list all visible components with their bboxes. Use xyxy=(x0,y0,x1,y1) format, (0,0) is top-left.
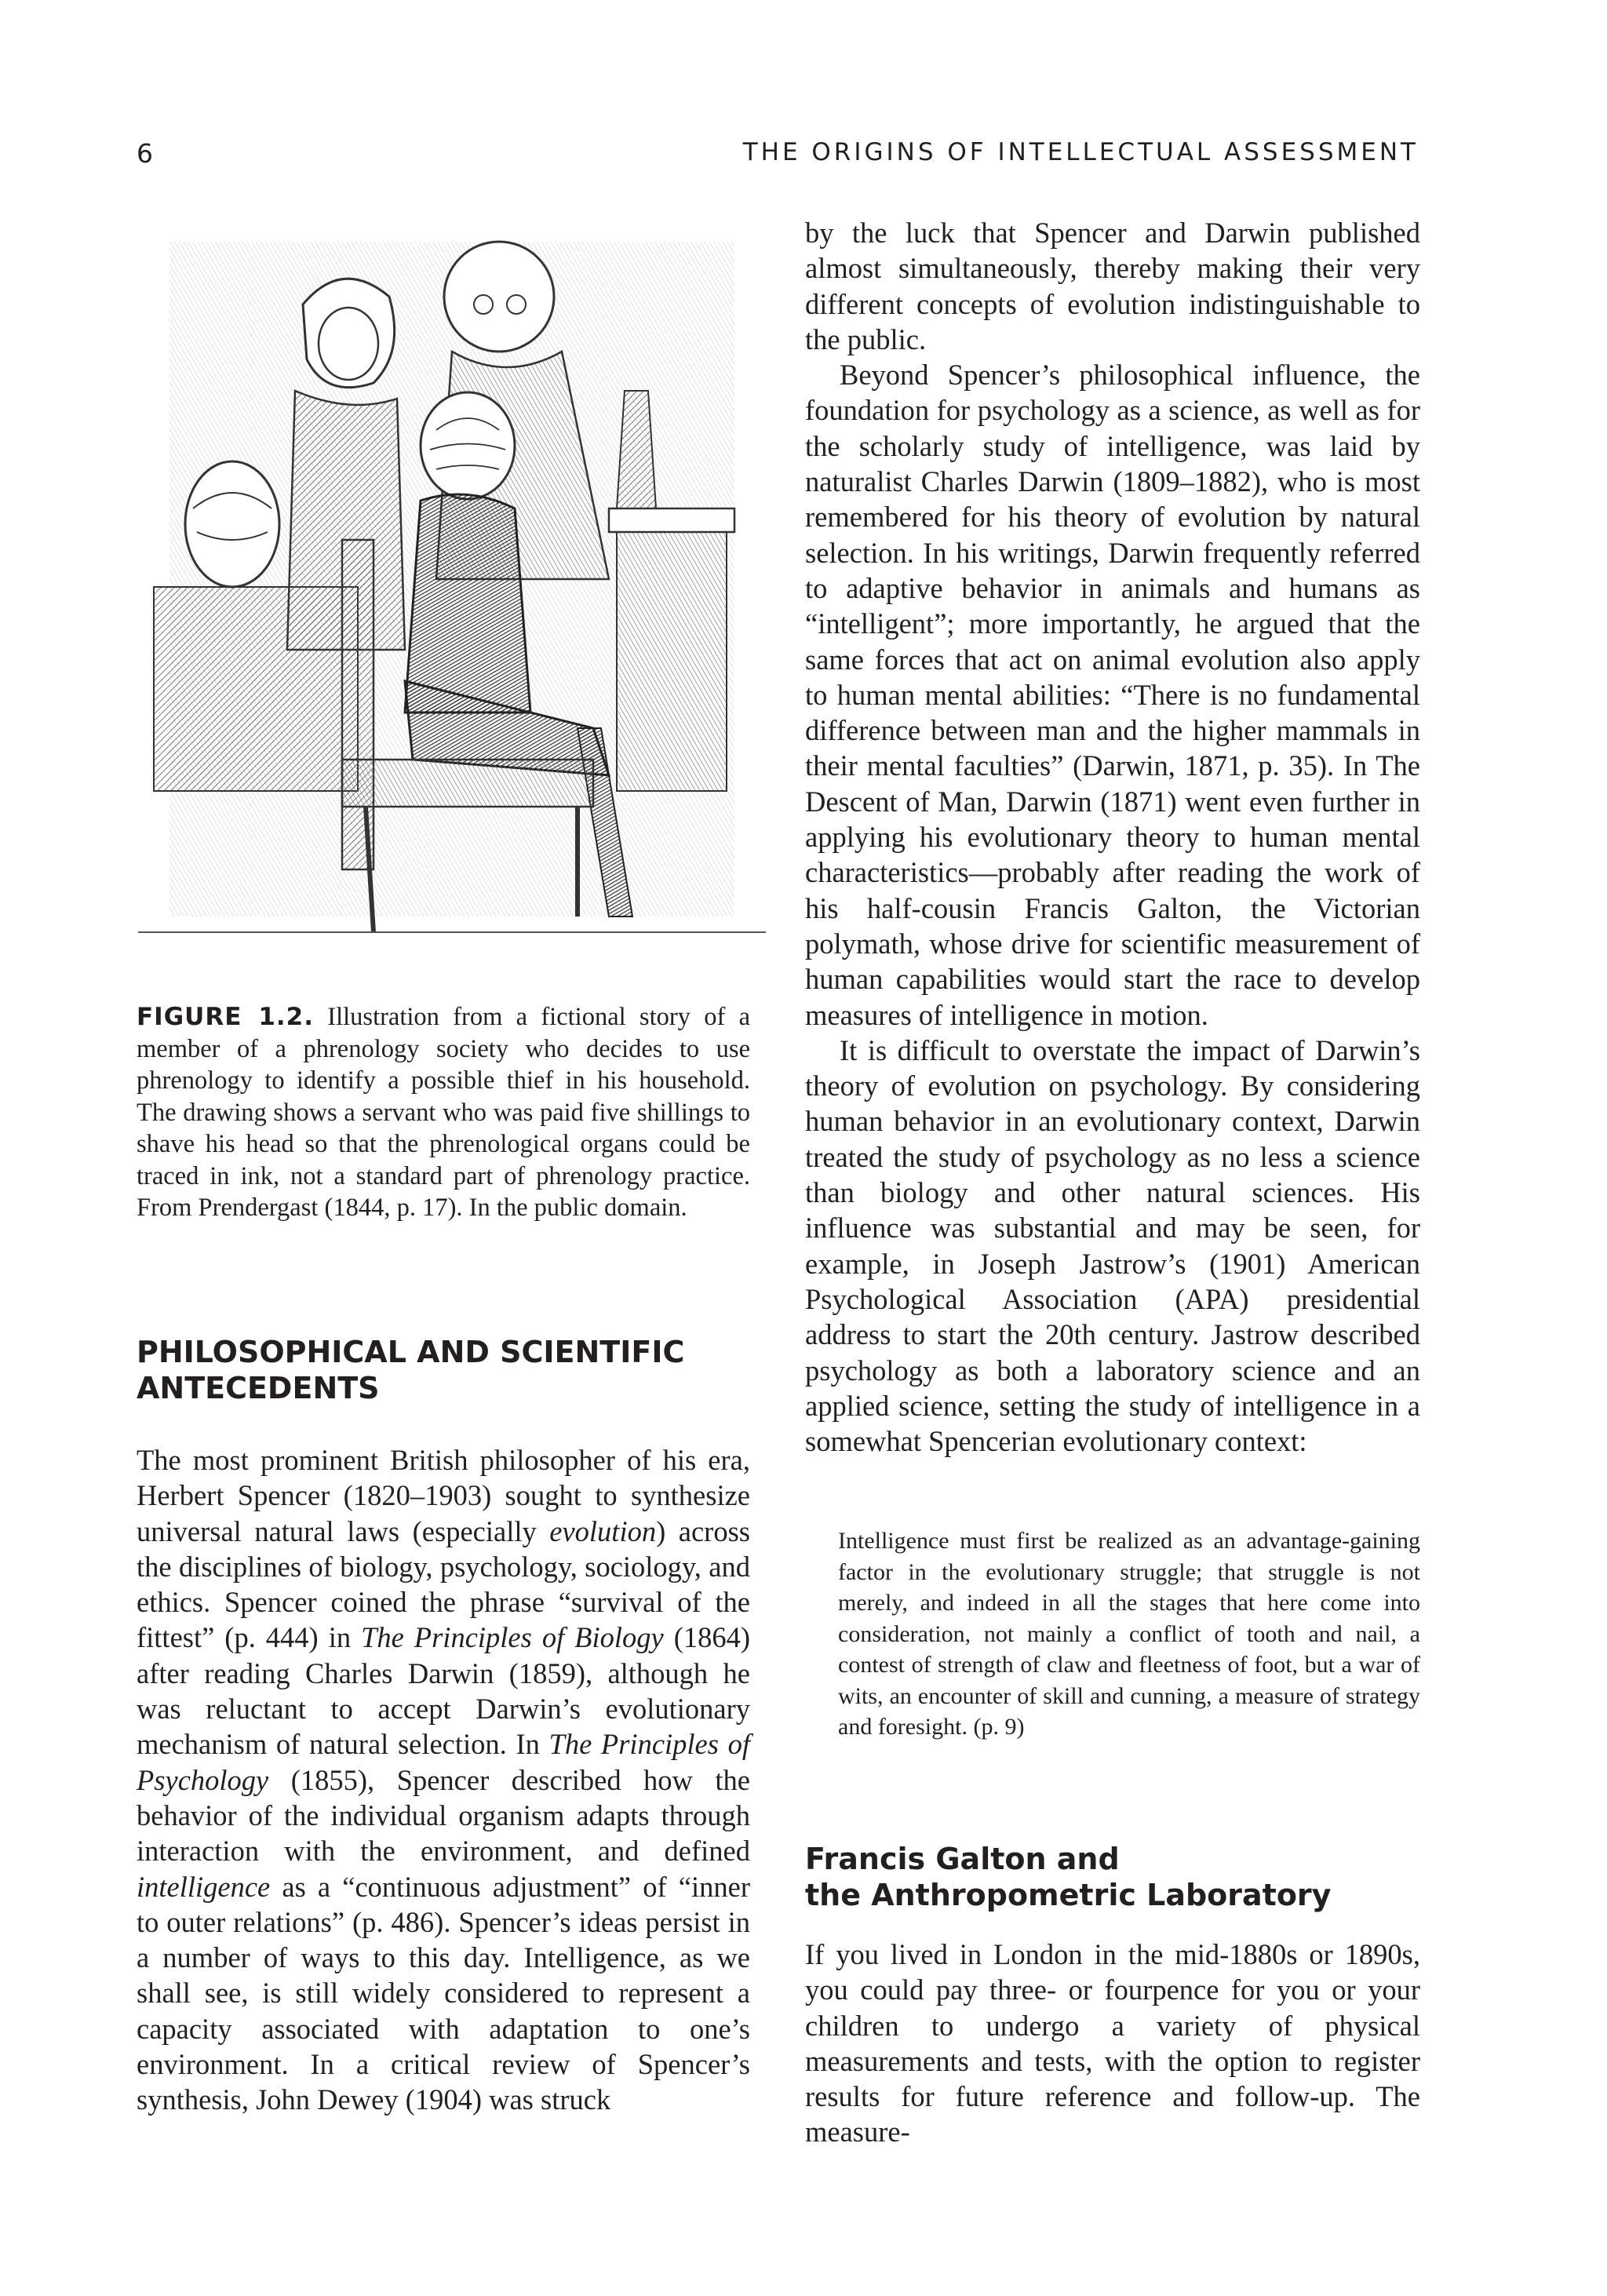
running-head: THE ORIGINS OF INTELLECTUAL ASSESSMENT xyxy=(742,138,1419,166)
paragraph-impact: It is difficult to overstate the impact of Darwin’s theory of evolution on psychology. By considering human behavior in an evolutionary context, Darwin treated the study of psychology as no less a science than biology and other natural sciences. His influence was substantial and may be seen, for example, in Joseph Jastrow’s (1901) American Psychological Association (APA) presidential address to start the 20th century. Jastrow described psychology as both a laboratory science and an applied science, setting the study of intelligence in a somewhat Spencerian evolutionary context: xyxy=(805,1033,1420,1458)
figure-caption xyxy=(137,1001,750,1224)
paragraph-spencer: The most prominent British philosopher of his era, Herbert Spencer (1820–1903) sought to synthesize universal natural laws (especially evolution) across the disciplines of biology, psychology, sociology, and ethics. Spencer coined the phrase “survival of the fittest” (p. 444) in The Principles of Biology (1864) after reading Charles Darwin (1859), although he was reluctant to accept Darwin’s evolutionary mechanism of natural selection. In The Principles of Psychology (1855), Spencer described how the behavior of the individual organism adapts through interaction with the environment, and defined intelligence as a “continuous adjustment” of “inner to outer relations” (p. 486). Spencer’s ideas persist in a number of ways to this day. Intelligence, as we shall see, is still widely considered to represent a capacity associated with adaptation to one’s environment. In a critical review of Spencer’s synthesis, John Dewey (1904) was struck xyxy=(137,1444,751,2116)
subsection-heading-line-1: Francis Galton and xyxy=(805,1842,1120,1876)
figure-label: FIGURE 1.2. xyxy=(137,1003,315,1031)
galton-text xyxy=(805,1937,1420,2150)
phrenology-illustration xyxy=(138,210,766,960)
block-quote-text: Intelligence must first be realized as an advantage-gaining factor in the evolutionary struggle; that struggle is not merely, and indeed in all the stages that here come into consideration, not mainly a conflict of tooth and nail, a contest of strength of claw and fleetness of foot, but a war of wits, an encounter of skill and cunning, a measure of strategy and foresight. (p. 9) xyxy=(838,1528,1420,1740)
figure-caption-text: Illustration from a fictional story of a member of a phrenology society who decides to use phrenology to identify a possible thief in his household. The drawing shows a servant who was paid five shillings to shave his head so that the phrenological organs could be traced in ink, not a standard part of phrenology practice. From Prendergast (1844, p. 17). In the public domain. xyxy=(137,1003,750,1222)
paragraph-galton: If you lived in London in the mid-1880s or 1890s, you could pay three- or fourpence for you or your children to undergo a variety of physical measurements and tests, with the option to register results for future reference and follow-up. The measure- xyxy=(805,1938,1420,2148)
paragraph-darwin: Beyond Spencer’s philosophical influence, the foundation for psychology as a science, as well as for the scholarly study of intelligence, was laid by naturalist Charles Darwin (1809–1882), who is most remembered for his theory of evolution by natural selection. In his writings, Darwin frequently referred to adaptive behavior in animals and humans as “intelligent”; more importantly, he argued that the same forces that act on animal evolution also apply to human mental abilities: “There is no fundamental difference between man and the higher mammals in their mental faculties” (Darwin, 1871, p. 35). In The Descent of Man, Darwin (1871) went even further in applying his evolutionary theory to human mental characteristics—probably after reading the work of his half-cousin Francis Galton, the Victorian polymath, whose drive for scientific measurement of human capabilities would start the race to develop measures of intelligence in motion. xyxy=(805,359,1420,1031)
page-number: 6 xyxy=(137,138,153,169)
subsection-heading xyxy=(805,1841,1420,1913)
right-column-text xyxy=(805,215,1420,1459)
block-quote xyxy=(838,1525,1420,1743)
subsection-heading-line-2: the Anthropometric Laboratory xyxy=(805,1878,1332,1912)
paragraph-continuation: by the luck that Spencer and Darwin published almost simultaneously, thereby making their very different concepts of evolution indistinguishable to the public. xyxy=(805,217,1420,355)
section-heading-line-2: ANTECEDENTS xyxy=(137,1371,380,1405)
left-column-text xyxy=(137,1442,750,2118)
section-heading xyxy=(137,1334,750,1406)
section-heading-line-1: PHILOSOPHICAL AND SCIENTIFIC xyxy=(137,1335,685,1369)
